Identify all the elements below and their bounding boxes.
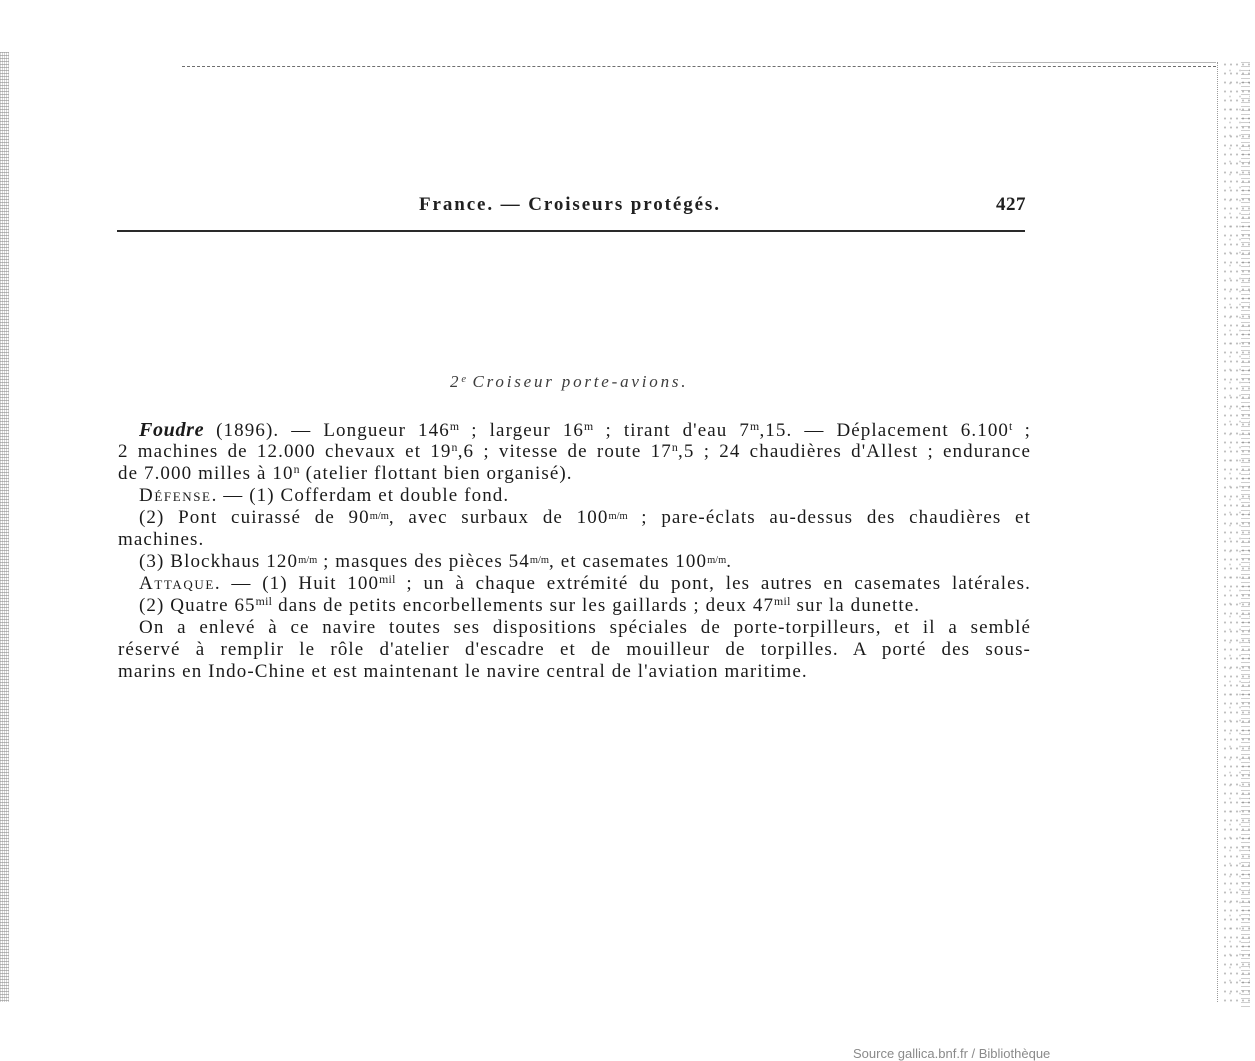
text-run: ; bbox=[1012, 420, 1031, 441]
source-watermark-text: Source gallica.bnf.fr / Bibliothèque bbox=[853, 1046, 1051, 1061]
scan-edge-right-strip bbox=[1241, 62, 1250, 1007]
text-run: réservé à remplir le rôle d'atelier d'escadre et de mouilleur de torpilles. A porté des sous- bbox=[118, 639, 1031, 660]
section-heading bbox=[450, 372, 688, 395]
top-scan-line-corner bbox=[990, 62, 1216, 63]
unit-superscript: n bbox=[451, 440, 458, 454]
text-run: ; un à chaque extrémité du pont, les autres en casemates latérales. bbox=[395, 573, 1031, 594]
unit-superscript: mil bbox=[774, 594, 791, 608]
text-run: machines. bbox=[118, 529, 205, 550]
text-run: dans de petits encorbellements sur les gaillards ; deux 47 bbox=[272, 595, 775, 616]
text-run: , et casemates 100 bbox=[549, 551, 708, 572]
body-line bbox=[118, 595, 1031, 617]
section-number: 2 bbox=[450, 372, 462, 391]
unit-fraction: m/m bbox=[707, 555, 727, 567]
text-run: (atelier flottant bien organisé). bbox=[299, 463, 573, 484]
text-run: (3) Blockhaus 120 bbox=[139, 551, 299, 572]
body-line bbox=[118, 573, 1031, 595]
text-run: . bbox=[726, 551, 733, 572]
text-run: ; tirant d'eau 7 bbox=[593, 420, 750, 441]
body-line bbox=[118, 507, 1031, 529]
text-run: . — (1) Cofferdam et double fond. bbox=[211, 485, 510, 506]
body-line bbox=[118, 485, 1031, 507]
section-label: Attaque bbox=[139, 573, 215, 594]
text-run: ; pare-éclats au-dessus des chaudières et bbox=[627, 507, 1031, 528]
unit-fraction: m/m bbox=[369, 511, 389, 523]
body-line bbox=[118, 639, 1031, 661]
unit-superscript: mil bbox=[379, 572, 396, 586]
page-number: 427 bbox=[996, 194, 1026, 215]
text-run: de 7.000 milles à 10 bbox=[118, 463, 294, 484]
section-number-suffix: e bbox=[461, 373, 467, 385]
text-run: . — (1) Huit 100 bbox=[214, 573, 380, 594]
unit-superscript: t bbox=[1009, 419, 1013, 433]
scan-edge-right-line bbox=[1217, 62, 1218, 1002]
unit-fraction: m/m bbox=[298, 555, 318, 567]
unit-superscript: n bbox=[671, 440, 679, 454]
text-run: (2) Quatre 65 bbox=[139, 595, 256, 616]
unit-fraction: m/m bbox=[608, 511, 628, 523]
unit-superscript: n bbox=[293, 462, 300, 476]
running-head: France. — Croiseurs protégés. bbox=[419, 194, 721, 215]
text-run: ; masques des pièces 54 bbox=[317, 551, 530, 572]
source-watermark bbox=[853, 1046, 1123, 1061]
text-run: ; largeur 16 bbox=[459, 420, 585, 441]
unit-superscript: m bbox=[584, 419, 594, 433]
text-run: 2 machines de 12.000 chevaux et 19 bbox=[118, 441, 452, 462]
ship-name: Foudre bbox=[139, 419, 205, 441]
unit-superscript: m bbox=[449, 419, 460, 433]
text-run: ,5 ; 24 chaudières d'Allest ; endurance bbox=[678, 441, 1031, 462]
text-run: ,15. — Déplacement 6.100 bbox=[759, 420, 1010, 441]
header-rule bbox=[117, 230, 1025, 232]
text-run: sur la dunette. bbox=[790, 595, 921, 616]
section-label: Défense bbox=[139, 485, 212, 506]
scan-edge-left bbox=[0, 52, 9, 1002]
text-run: (1896). — Longueur 146 bbox=[204, 420, 450, 441]
body-text bbox=[118, 419, 1031, 683]
text-run: marins en Indo-Chine et est maintenant le navire central de l'aviation maritime. bbox=[118, 661, 808, 682]
unit-superscript: mil bbox=[255, 594, 273, 608]
body-line bbox=[118, 617, 1031, 639]
body-line bbox=[118, 529, 1031, 551]
section-title: Croiseur porte-avions. bbox=[472, 372, 689, 391]
text-run: (2) Pont cuirassé de 90 bbox=[139, 507, 370, 528]
body-line bbox=[118, 419, 1031, 441]
text-run: , avec surbaux de 100 bbox=[388, 507, 609, 528]
text-run: On a enlevé à ce navire toutes ses dispositions spéciales de porte-torpilleurs, et il a semblé bbox=[139, 617, 1031, 638]
unit-fraction: m/m bbox=[529, 555, 550, 567]
top-scan-line bbox=[182, 66, 1216, 67]
body-line bbox=[118, 441, 1031, 463]
text-run: ,6 ; vitesse de route 17 bbox=[457, 441, 672, 462]
body-line bbox=[118, 661, 1031, 683]
body-line bbox=[118, 463, 1031, 485]
body-line bbox=[118, 551, 1031, 573]
unit-superscript: m bbox=[749, 419, 760, 433]
